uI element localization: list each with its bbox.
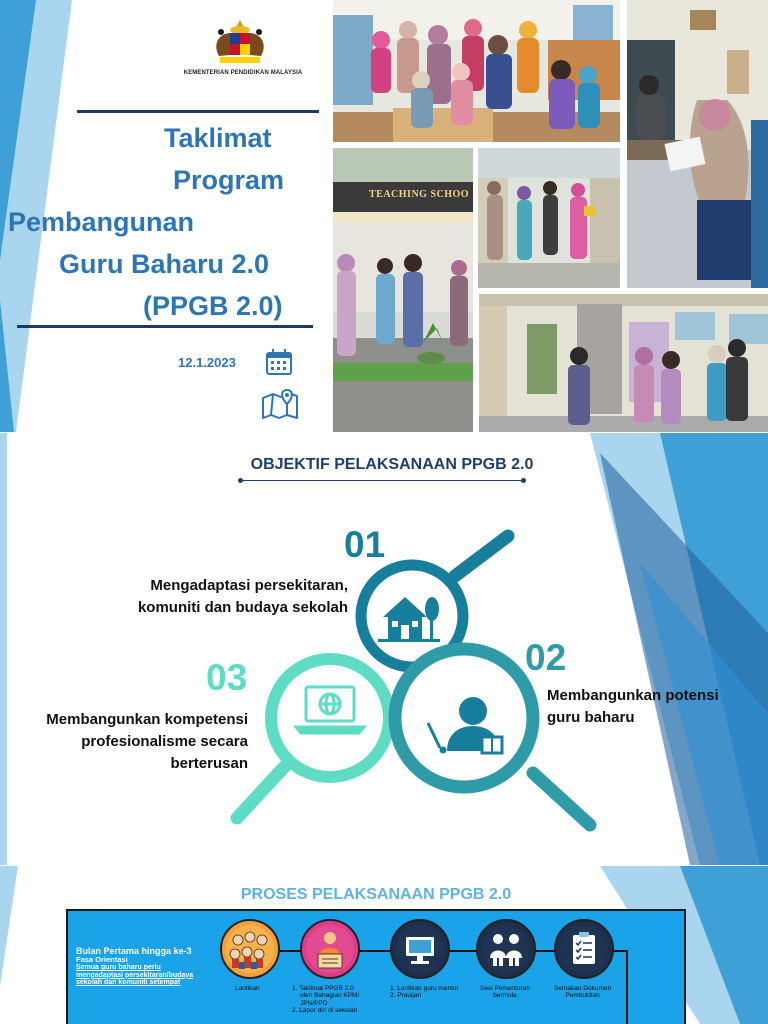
photo-teaching-school <box>333 148 473 432</box>
step-2-line-2: oleh Bahagian KPM/ <box>300 992 360 1000</box>
step-4-label <box>480 985 530 1000</box>
calendar-icon <box>265 348 293 376</box>
ministry-name: KEMENTERIAN PENDIDIKAN MALAYSIA <box>183 70 303 76</box>
title-line-3: Pembangunan <box>8 207 195 237</box>
photo-corridor-walk <box>478 148 620 288</box>
step-3-label <box>390 985 459 1000</box>
title-slide <box>0 0 768 432</box>
process-panel <box>66 909 686 1024</box>
step-3-line-2: 2. Prauijan <box>390 992 422 1000</box>
objectives-heading: OBJEKTIF PELAKSANAAN PPGB 2.0 <box>250 456 534 473</box>
step-2-label <box>292 985 359 1015</box>
presenter-icon <box>305 924 355 974</box>
step-4-line-2: bermula <box>493 992 517 1000</box>
objective-01-number: 01 <box>344 524 386 565</box>
objectives-slide <box>0 433 768 865</box>
objective-03-number: 03 <box>206 657 248 698</box>
photo-verandah-group <box>479 294 768 432</box>
step-3-circle <box>390 919 450 979</box>
title-top-rule <box>77 110 319 113</box>
title-line-1: Taklimat <box>164 123 272 153</box>
magnifier-01-handle <box>455 536 508 576</box>
map-location-icon <box>261 388 299 420</box>
photo-group-office <box>333 0 620 142</box>
step-1-line-1: Lantikan <box>235 985 260 992</box>
process-timeline-down <box>626 950 628 1024</box>
step-2-circle <box>300 919 360 979</box>
step-5-label <box>554 985 611 1000</box>
event-date: 12.1.2023 <box>178 355 236 370</box>
objective-02-number: 02 <box>525 637 567 678</box>
step-1-circle <box>220 919 280 979</box>
phase-description: Semua guru baharu perlu mengadaptasi persekitaran/budaya sekolah dan komuniti setempat <box>76 964 194 986</box>
objective-01-line-2: komuniti dan budaya sekolah <box>137 598 348 616</box>
objective-01-text <box>92 575 348 619</box>
step-5-circle <box>554 919 614 979</box>
magnifier-02-handle <box>533 773 590 825</box>
title-line-2: Program <box>173 165 285 195</box>
objective-03-line-1: Membangunkan kompetensi <box>46 711 248 728</box>
objective-02-line-2: guru baharu <box>547 708 635 726</box>
objective-02-line-1: Membangunkan potensi <box>547 687 719 704</box>
objective-03-line-2: profesionalisme secara <box>81 732 248 750</box>
step-4-line-1: Sesi Pementoran <box>480 985 530 992</box>
magnifier-diagram <box>0 433 768 865</box>
objective-02-text <box>547 685 757 729</box>
magnifier-03-ring <box>271 659 389 777</box>
objective-03-line-3: berterusan <box>170 754 248 772</box>
step-5-line-1: Semakan Dokumen <box>554 985 612 992</box>
phase-name: Fasa Orientasi <box>76 955 128 965</box>
objective-01-line-1: Mengadaptasi persekitaran, <box>150 577 348 594</box>
monitor-icon <box>395 924 445 974</box>
title-line-4: Guru Baharu 2.0 <box>59 249 270 279</box>
step-4-circle <box>476 919 536 979</box>
step-1-label <box>235 985 260 992</box>
step-3-line-1: 1. Lantikan guru mentor <box>390 985 459 992</box>
process-heading: PROSES PELAKSANAAN PPGB 2.0 <box>240 886 512 903</box>
step-2-line-4: 2. Lapor diri di sekolah <box>292 1007 358 1015</box>
step-5-line-2: Pembuktian <box>565 992 600 1000</box>
photo-teacher-desk <box>627 0 768 288</box>
checklist-icon <box>559 924 609 974</box>
mentoring-icon <box>481 924 531 974</box>
objective-03-text <box>4 709 248 774</box>
title-line-5: (PPGB 2.0) <box>143 291 283 321</box>
phase-block <box>76 947 206 986</box>
phase-period: Bulan Pertama hingga ke-3 <box>76 946 192 956</box>
title-bottom-rule <box>17 325 313 328</box>
crowd-icon <box>225 924 275 974</box>
step-2-line-3: JPN/PPD <box>300 999 328 1007</box>
step-2-line-1: 1. Taklimat PPGB 2.0 <box>292 985 354 992</box>
teaching-school-sign: TEACHING SCHOO <box>369 189 470 200</box>
process-slide <box>0 866 768 1024</box>
coat-of-arms-logo <box>205 18 275 66</box>
